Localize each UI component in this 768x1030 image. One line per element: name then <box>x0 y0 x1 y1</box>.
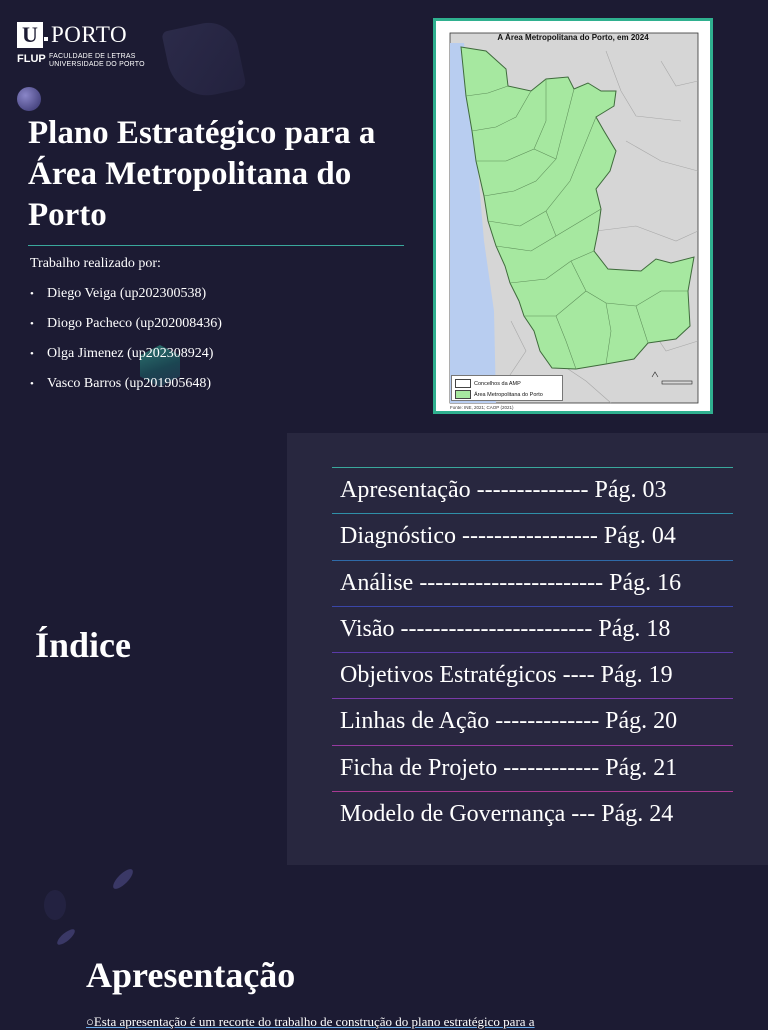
logo-dot <box>44 37 48 41</box>
decorative-shape <box>55 927 77 947</box>
index-list <box>332 467 733 837</box>
author-item: • Vasco Barros (up201905648) <box>30 376 222 406</box>
author-item: • Olga Jimenez (up202308924) <box>30 346 222 376</box>
index-item[interactable]: Modelo de Governança --- Pág. 24 <box>332 791 733 837</box>
map-legend <box>451 375 563 401</box>
map-title: A Área Metropolitana do Porto, em 2024 <box>497 33 649 42</box>
logo-faculty-line1: FACULDADE DE LETRAS <box>49 53 136 60</box>
university-logo <box>17 22 167 72</box>
legend-swatch <box>455 390 471 399</box>
authors-list <box>30 286 222 406</box>
logo-u-mark: U <box>17 22 43 48</box>
index-heading: Índice <box>35 625 132 665</box>
section-text-apresentacao: ○Esta apresentação é um recorte do trabalho de construção do plano estratégico para a <box>86 1014 535 1029</box>
index-item[interactable]: Diagnóstico ----------------- Pág. 04 <box>332 513 733 559</box>
index-item[interactable]: Objetivos Estratégicos ---- Pág. 19 <box>332 652 733 698</box>
title-divider <box>28 245 404 246</box>
map-graphic <box>436 21 710 411</box>
author-item: • Diogo Pacheco (up202008436) <box>30 316 222 346</box>
legend-label: Concelhos da AMP <box>474 380 521 387</box>
legend-label: Área Metropolitana do Porto <box>474 391 543 398</box>
decorative-shape <box>44 890 66 920</box>
decorative-shape <box>110 866 135 891</box>
index-item[interactable]: Visão ------------------------ Pág. 18 <box>332 606 733 652</box>
author-item: • Diego Veiga (up202300538) <box>30 286 222 316</box>
map-figure <box>433 18 713 414</box>
legend-item <box>455 379 521 388</box>
legend-item <box>455 390 543 399</box>
logo-faculty-text <box>49 53 145 69</box>
decorative-circle <box>17 87 41 111</box>
index-item[interactable]: Ficha de Projeto ------------ Pág. 21 <box>332 745 733 791</box>
logo-flup-text: FLUP <box>17 53 46 65</box>
decorative-shape <box>161 17 246 102</box>
logo-faculty-line2: UNIVERSIDADE DO PORTO <box>49 61 145 68</box>
legend-swatch <box>455 379 471 388</box>
section-heading-apresentacao: Apresentação <box>86 955 296 995</box>
authors-label: Trabalho realizado por: <box>30 256 161 271</box>
index-item[interactable]: Análise ----------------------- Pág. 16 <box>332 560 733 606</box>
index-item[interactable]: Linhas de Ação ------------- Pág. 20 <box>332 698 733 744</box>
page-title: Plano Estratégico para a Área Metropolitana do Porto <box>28 115 376 233</box>
index-item[interactable]: Apresentação -------------- Pág. 03 <box>332 467 733 513</box>
map-source: Fonte: INE, 2021; CAOP (2021) <box>450 405 514 410</box>
logo-porto-text: PORTO <box>51 22 128 47</box>
